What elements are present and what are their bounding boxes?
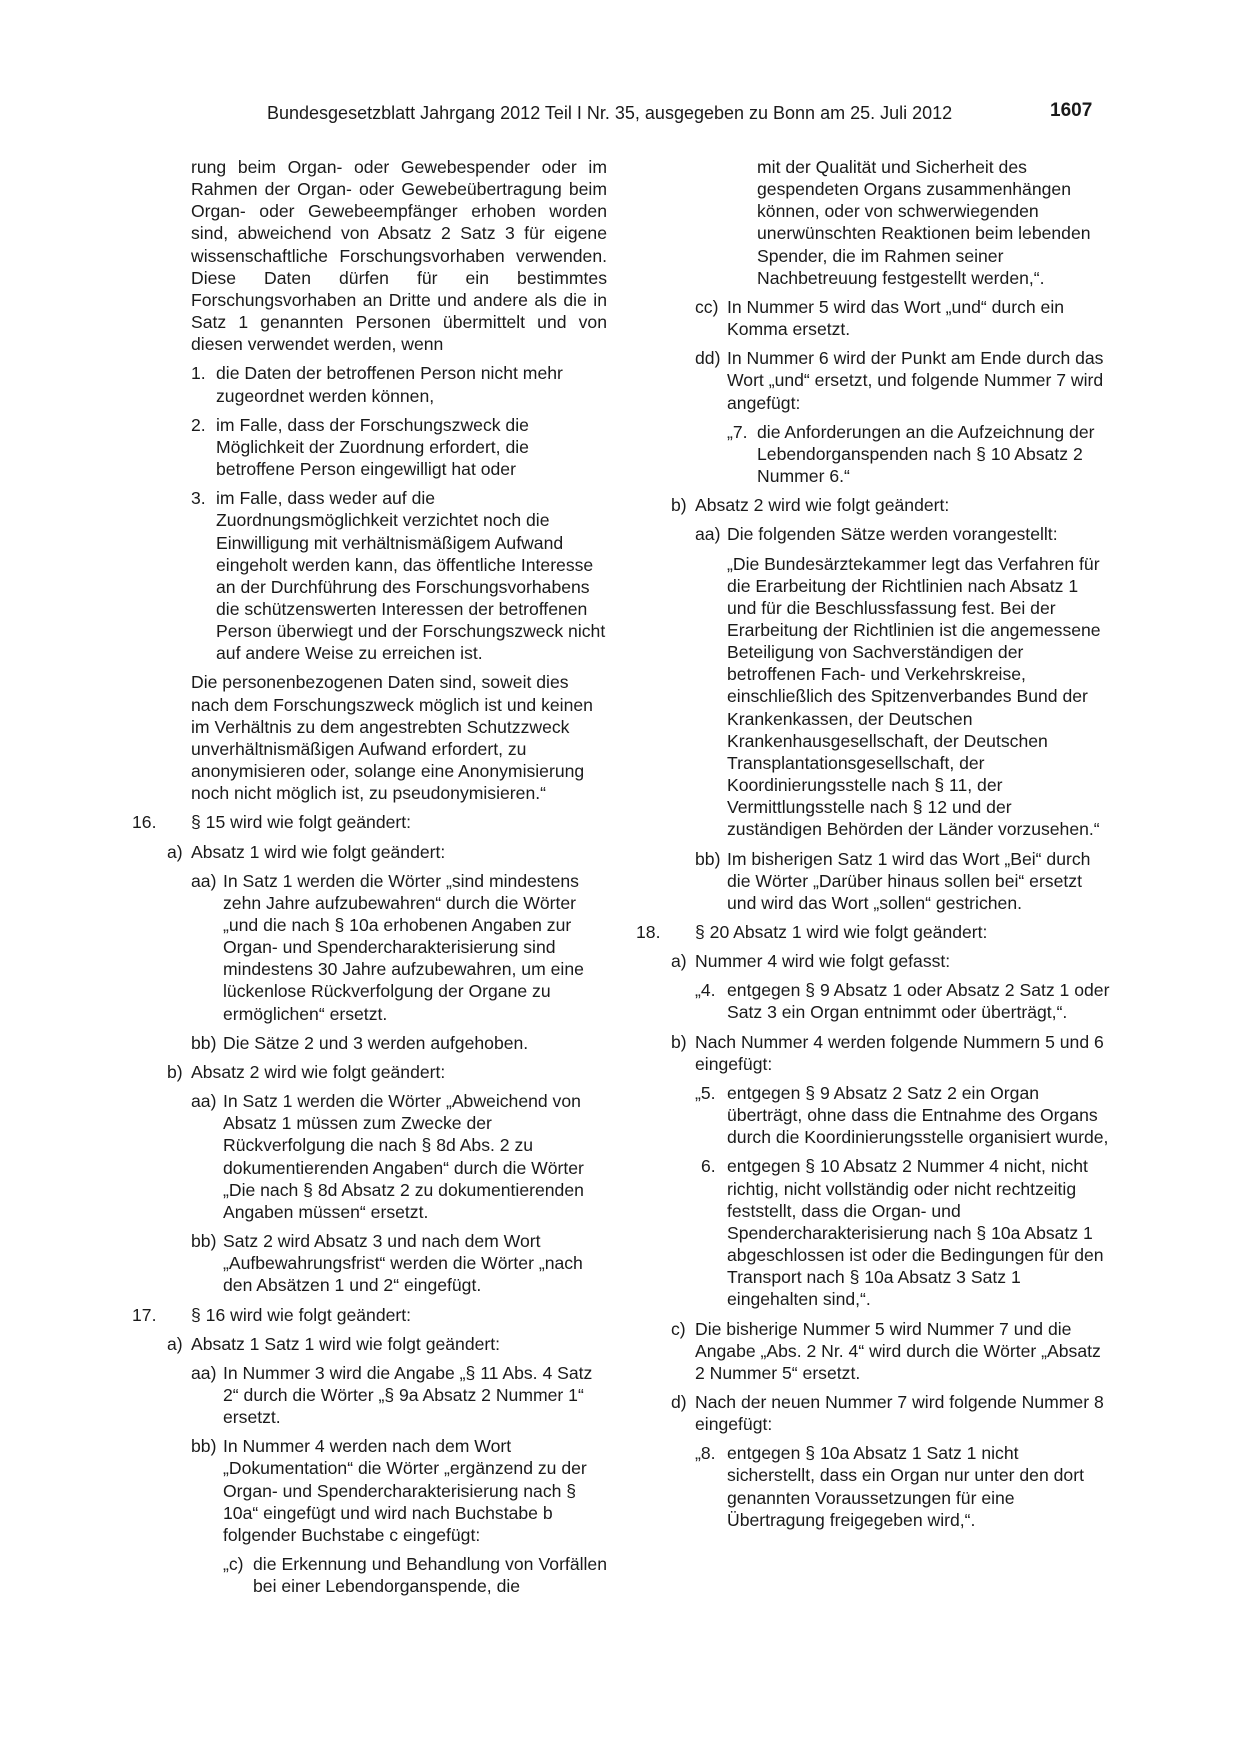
item-text: Absatz 2 wird wie folgt geändert:: [191, 1061, 446, 1082]
item-label: „8.: [695, 1443, 716, 1464]
list-item: [132, 362, 607, 406]
list-number: 2.: [191, 414, 206, 435]
item-label: „7.: [727, 421, 748, 442]
item-label: bb): [191, 1231, 217, 1252]
section-text: § 15 wird wie folgt geändert:: [191, 812, 412, 833]
item-text: Nummer 4 wird wie folgt gefasst:: [695, 951, 951, 972]
closing-paragraph: Die personenbezogenen Daten sind, soweit dies nach dem Forschungszweck möglich ist und keinen im Verhältnis zu dem angestrebten Schutzzweck unverhältnismäßigen Aufwand erfordert, zu anonymisieren oder, solange eine Anonymisierung noch nicht möglich ist, zu pseudonymisieren.“: [191, 672, 593, 804]
item-text: entgegen § 9 Absatz 1 oder Absatz 2 Satz 1 oder Satz 3 ein Organ entnimmt oder überträgt,“.: [727, 980, 1110, 1023]
list-number: 3.: [191, 488, 206, 509]
item-text: entgegen § 9 Absatz 2 Satz 2 ein Organ überträgt, ohne dass die Entnahme des Organs durch die Koordinierungsstelle organisiert wurde,: [727, 1082, 1109, 1148]
section-text: § 16 wird wie folgt geändert:: [191, 1304, 412, 1325]
item-text: Nach der neuen Nummer 7 wird folgende Nummer 8 eingefügt:: [695, 1391, 1104, 1435]
running-header: Bundesgesetzblatt Jahrgang 2012 Teil I Nr. 35, ausgegeben zu Bonn am 25. Juli 2012: [267, 103, 953, 123]
item-label: cc): [695, 296, 719, 317]
section-16-b-bb: [132, 1230, 607, 1296]
item-label: bb): [695, 848, 721, 869]
item-label: bb): [191, 1032, 217, 1053]
section-18-d: [636, 1391, 1111, 1435]
item-text: die Anforderungen an die Aufzeichnung der Lebendorganspenden nach § 10 Absatz 2 Nummer 6.“: [757, 421, 1095, 487]
section-number: 18.: [636, 922, 661, 942]
item-label: „c): [223, 1554, 244, 1575]
section-18: [636, 921, 1111, 943]
item-b-bb: [636, 848, 1111, 914]
item-text: In Satz 1 werden die Wörter „sind mindestens zehn Jahre aufzubewahren“ durch die Wörter „und die nach § 10a erhobenen Angaben zur Organ- und Spendercharakterisierung sind mindestens 30 Jahre aufzubewahren, um eine lückenlose Rückverfolgung der Organe zu ermöglichen“ ersetzt.: [223, 870, 584, 1024]
list-text: die Daten der betroffenen Person nicht mehr zugeordnet werden können,: [216, 363, 563, 406]
item-label: 6.: [701, 1156, 716, 1177]
section-17-a-aa: [132, 1362, 607, 1428]
item-text: In Satz 1 werden die Wörter „Abweichend von Absatz 1 müssen zum Zwecke der Rückverfolgung die nach § 8d Abs. 2 zu dokumentierenden Angaben“ durch die Wörter „Die nach § 8d Absatz 2 zu dokumentierenden Angaben müssen“ ersetzt.: [223, 1091, 584, 1222]
left-column: [132, 156, 607, 1597]
item-text: Die folgenden Sätze werden vorangestellt:: [727, 524, 1058, 545]
list-number: 1.: [191, 363, 206, 384]
section-17-a-bb: [132, 1435, 607, 1546]
item-text: Im bisherigen Satz 1 wird das Wort „Bei“ durch die Wörter „Darüber hinaus sollen bei“ ersetzt und wird das Wort „sollen“ gestrichen.: [727, 848, 1091, 913]
item-label: aa): [191, 1091, 217, 1112]
item-label: d): [671, 1391, 687, 1412]
item-text: In Nummer 4 werden nach dem Wort „Dokumentation“ die Wörter „ergänzend zu der Organ- und Spendercharakterisierung nach § 10a“ eingefügt und wird nach Buchstabe b folgender Buchstabe c eingefügt:: [223, 1436, 587, 1545]
section-16-b: [132, 1061, 607, 1083]
list-text: im Falle, dass der Forschungszweck die Möglichkeit der Zuordnung erfordert, die betroffene Person eingewilligt hat oder: [216, 414, 529, 480]
list-item: [132, 487, 607, 664]
item-text: Satz 2 wird Absatz 3 und nach dem Wort „Aufbewahrungsfrist“ werden die Wörter „nach den Absätzen 1 und 2“ eingefügt.: [223, 1231, 583, 1296]
section-16-a-bb: [132, 1032, 607, 1054]
item-label: „4.: [695, 980, 716, 1001]
item-text: Absatz 1 Satz 1 wird wie folgt geändert:: [191, 1333, 501, 1354]
item-text: Die bisherige Nummer 5 wird Nummer 7 und die Angabe „Abs. 2 Nr. 4“ wird durch die Wörter „Absatz 2 Nummer 5“ ersetzt.: [695, 1318, 1101, 1383]
item-text: Die Sätze 2 und 3 werden aufgehoben.: [223, 1032, 529, 1053]
section-number: 16.: [132, 812, 157, 833]
section-17-a: [132, 1333, 607, 1355]
page-header: [0, 100, 1241, 130]
item-label: bb): [191, 1436, 217, 1457]
item-text: In Nummer 5 wird das Wort „und“ durch ein Komma ersetzt.: [727, 296, 1065, 340]
page-number: 1607: [1050, 100, 1093, 121]
section-text: § 20 Absatz 1 wird wie folgt geändert:: [695, 922, 988, 942]
section-16-a-aa: [132, 870, 607, 1025]
item-label: b): [671, 1031, 687, 1052]
item-text: entgegen § 10 Absatz 2 Nummer 4 nicht, nicht richtig, nicht vollständig oder nicht rechtzeitig feststellt, dass die Organ- und Spendercharakterisierung nach § 10a Absatz 1 abgeschlossen ist oder die Bedingungen für den Transport nach § 10a Absatz 3 Satz 1 eingehalten sind,“.: [727, 1156, 1104, 1310]
item-label: b): [167, 1061, 183, 1082]
list-text: im Falle, dass weder auf die Zuordnungsmöglichkeit verzichtet noch die Einwilligung mit verhältnismäßigem Aufwand eingeholt werden kann, das öffentliche Interesse an der Durchführung des Forschungsvorhabens die schützenswerten Interessen der betroffenen Person überwiegt und der Forschungszweck nicht auf andere Weise zu erreichen ist.: [216, 488, 606, 664]
section-18-a: [636, 950, 1111, 972]
item-text: Absatz 1 wird wie folgt geändert:: [191, 841, 446, 862]
item-text: In Nummer 3 wird die Angabe „§ 11 Abs. 4 Satz 2“ durch die Wörter „§ 9a Absatz 2 Nummer 1“ ersetzt.: [223, 1362, 593, 1428]
item-label: b): [671, 495, 687, 516]
section-17-a-bb-c: [132, 1553, 607, 1597]
section-number: 17.: [132, 1304, 157, 1325]
item-text: entgegen § 10a Absatz 1 Satz 1 nicht sicherstellt, dass ein Organ nur unter den dort genannten Voraussetzungen für eine Übertragung freigegeben wird,“.: [727, 1443, 1084, 1530]
continued-text: mit der Qualität und Sicherheit des gespendeten Organs zusammenhängen können, oder von schwerwiegenden unerwünschten Reaktionen beim lebenden Spender, die im Rahmen seiner Nachbetreuung festgestellt werden,“.: [757, 157, 1091, 288]
section-18-c: [636, 1318, 1111, 1384]
item-label: aa): [695, 524, 721, 545]
section-18-b-6: [636, 1155, 1111, 1310]
item-b-aa: [636, 523, 1111, 545]
section-18-b: [636, 1031, 1111, 1075]
item-label: a): [671, 951, 687, 972]
section-18-b-5: [636, 1082, 1111, 1148]
right-column: [636, 156, 1111, 1531]
item-b: [636, 494, 1111, 516]
intro-paragraph: rung beim Organ- oder Gewebespender oder im Rahmen der Organ- oder Gewebeübertragung beim Organ- oder Gewebeempfänger erhoben worden sind, abweichend von Absatz 2 Satz 3 für eigene wissenschaftliche Forschungsvorhaben verwenden. Diese Daten dürfen für ein bestimmtes Forschungsvorhaben an Dritte und andere als die in Satz 1 genannten Personen übermittelt und von diesen verwendet werden, wenn: [191, 157, 607, 355]
item-label: aa): [191, 870, 217, 891]
section-16-a: [132, 841, 607, 863]
item-label: dd): [695, 348, 721, 369]
item-text: Nach Nummer 4 werden folgende Nummern 5 und 6 eingefügt:: [695, 1031, 1104, 1074]
section-18-a-4: [636, 979, 1111, 1023]
item-label: „5.: [695, 1082, 716, 1103]
item-text: In Nummer 6 wird der Punkt am Ende durch das Wort „und“ ersetzt, und folgende Nummer 7 wird angefügt:: [727, 348, 1104, 413]
section-17: [132, 1304, 607, 1326]
section-18-d-8: [636, 1442, 1111, 1531]
item-label: a): [167, 1333, 183, 1354]
item-label: a): [167, 841, 183, 862]
list-item: [132, 414, 607, 480]
item-text: Absatz 2 wird wie folgt geändert:: [695, 495, 950, 516]
section-16: [132, 811, 607, 833]
section-16-b-aa: [132, 1090, 607, 1223]
item-dd: [636, 347, 1111, 413]
item-label: c): [671, 1318, 686, 1339]
item-text: die Erkennung und Behandlung von Vorfällen bei einer Lebendorganspende, die: [253, 1554, 607, 1597]
item-dd-7: [636, 421, 1111, 487]
item-cc: [636, 296, 1111, 340]
item-label: aa): [191, 1362, 217, 1383]
quoted-sentences: „Die Bundesärztekammer legt das Verfahren für die Erarbeitung der Richtlinien nach Absatz 1 und für die Beschlussfassung fest. Bei der Erarbeitung der Richtlinien ist die angemessene Beteiligung von Sachverständigen der betroffenen Fach- und Verkehrskreise, einschließlich des Spitzenverbandes Bund der Krankenkassen, der Deutschen Krankenhausgesellschaft, der Deutschen Transplantationsgesellschaft, der Koordinierungsstelle nach § 11, der Vermittlungsstelle nach § 12 und der zuständigen Behörden der Länder vorzusehen.“: [727, 553, 1101, 840]
